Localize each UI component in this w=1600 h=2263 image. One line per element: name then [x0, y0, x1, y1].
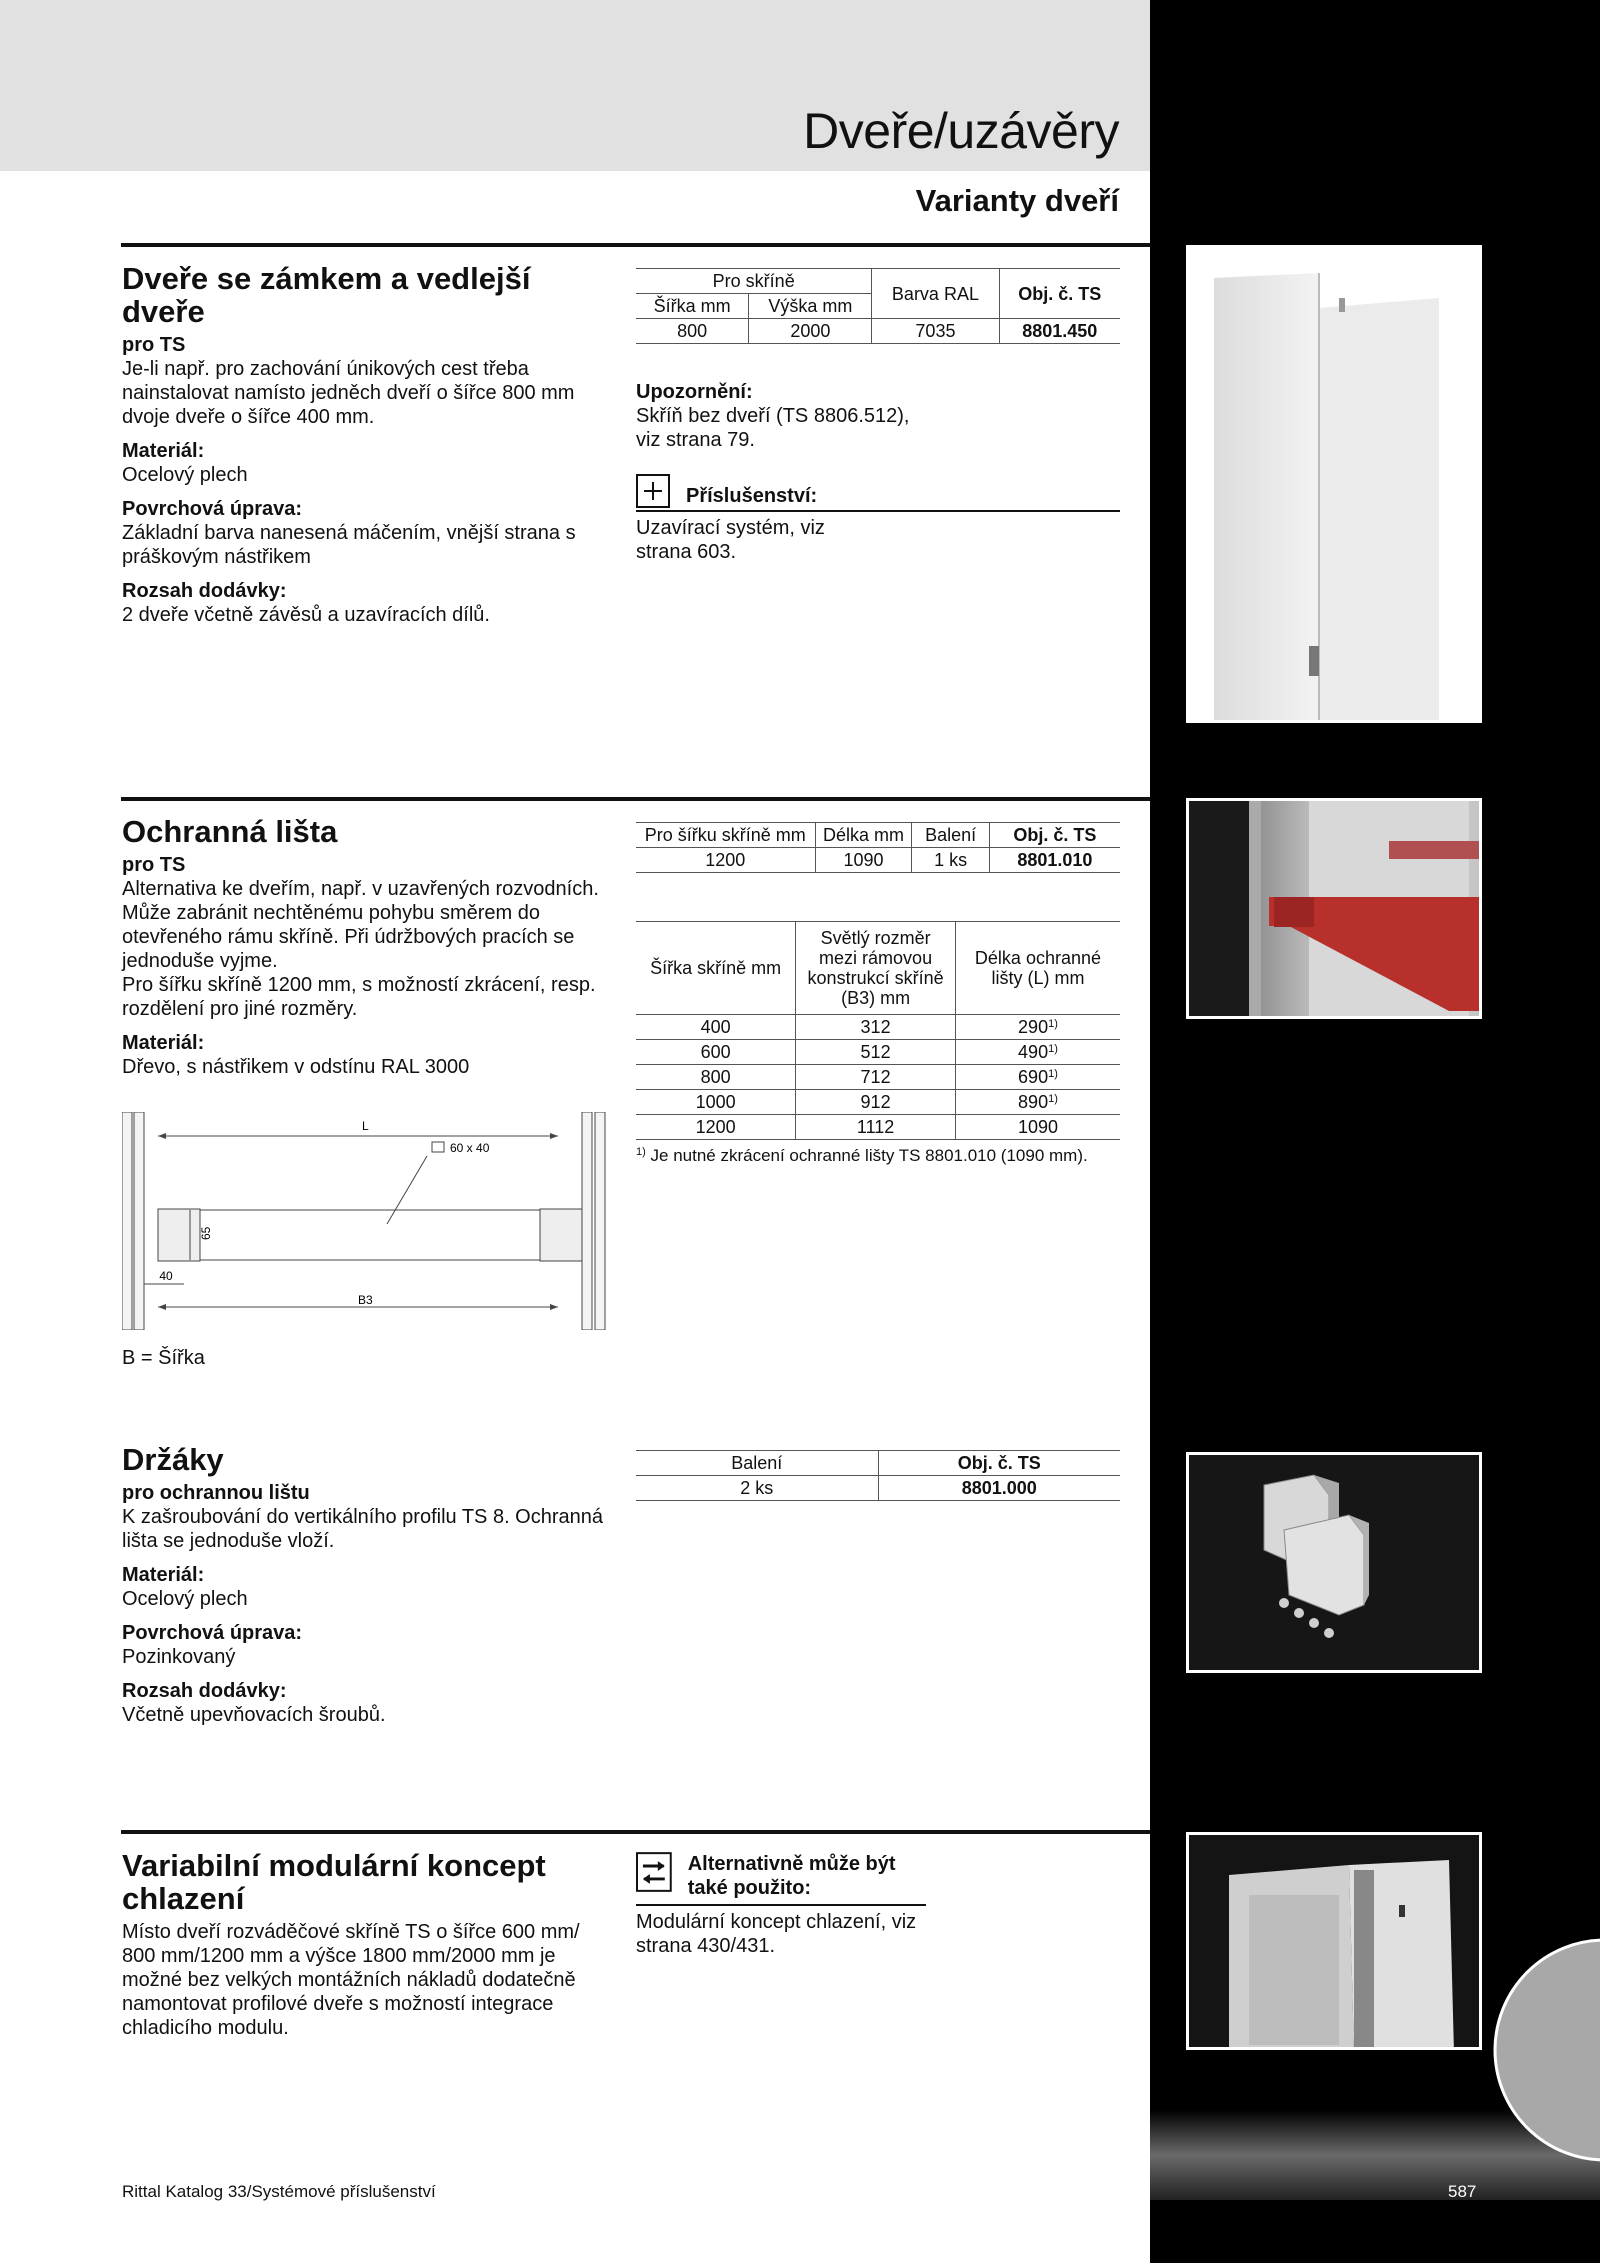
bar-heading: Ochranná lišta	[122, 814, 338, 849]
page-title: Dveře/uzávěry	[803, 103, 1119, 159]
footnote-mark: 1)	[636, 1146, 646, 1158]
table-cell	[955, 1115, 1120, 1140]
footnote-mark: 1)	[1048, 1093, 1058, 1105]
doors-heading: Dveře se zámkem a vedlejší dveře	[122, 261, 531, 329]
doors-sub: pro TS	[122, 334, 186, 356]
table-header: Balení	[912, 823, 989, 848]
holders-text	[122, 1443, 607, 1727]
dim-b3-label: B3	[358, 1293, 373, 1307]
section-rule	[121, 1830, 1150, 1834]
doors-spec	[636, 268, 1120, 564]
table-cell: 8801.000	[878, 1476, 1120, 1501]
accessories-heading	[636, 474, 1120, 512]
swap-arrows-icon	[636, 1852, 672, 1892]
table-header: Pro skříně	[636, 269, 872, 294]
table-cell	[955, 1090, 1120, 1115]
doors-delivery-label: Rozsah dodávky:	[122, 580, 287, 602]
table-row	[636, 1090, 1120, 1115]
table-cell: 400	[636, 1015, 796, 1040]
bar-table	[636, 822, 1120, 873]
table-cell: 2000	[749, 319, 872, 344]
table-row	[636, 319, 1120, 344]
doors-delivery: 2 dveře včetně závěsů a uzavíracích dílů.	[122, 604, 490, 626]
holders-photo	[1186, 1452, 1482, 1673]
table-cell: 1200	[636, 848, 815, 873]
doors-material: Ocelový plech	[122, 464, 248, 486]
table-cell	[955, 1015, 1120, 1040]
table-cell: 312	[796, 1015, 956, 1040]
doors-surface: Základní barva nanesená máčením, vnější strana s práškovým nástřikem	[122, 522, 576, 568]
doors-surface-label: Povrchová úprava:	[122, 498, 303, 520]
dim-profile-label: 60 x 40	[450, 1141, 490, 1155]
table-cell: 712	[796, 1065, 956, 1090]
bar-photo	[1186, 798, 1482, 1019]
footnote-mark: 1)	[1048, 1018, 1058, 1030]
page-number: 587	[1448, 2182, 1477, 2201]
footnote-text: Je nutné zkrácení ochranné lišty TS 8801.010 (1090 mm).	[650, 1146, 1088, 1165]
dim-h-label: 65	[199, 1226, 213, 1240]
holders-delivery-label: Rozsah dodávky:	[122, 1680, 287, 1702]
footnote-mark: 1)	[1048, 1068, 1058, 1080]
bar-size-table	[636, 921, 1120, 1140]
table-cell	[955, 1065, 1120, 1090]
table-cell: 1200	[636, 1115, 796, 1140]
holders-spec	[636, 1450, 1120, 1501]
doors-material-label: Materiál:	[122, 440, 205, 462]
doors-text	[122, 262, 607, 627]
table-row	[636, 1476, 1120, 1501]
doors-photo	[1186, 245, 1482, 723]
table-cell	[955, 1040, 1120, 1065]
alt-text: Modulární koncept chlazení, viz strana 430/431.	[636, 1911, 917, 1957]
table-cell: 1090	[815, 848, 912, 873]
doors-description: Je-li např. pro zachování únikových cest třeba nainstalovat namísto jedněch dveří o šířce 800 mm dvoje dveře o šířce 400 mm.	[122, 358, 575, 428]
table-cell: 800	[636, 319, 749, 344]
table-row	[636, 848, 1120, 873]
cell-value: 290	[1018, 1017, 1049, 1037]
bar-sub: pro TS	[122, 854, 186, 876]
table-cell: 8801.450	[999, 319, 1120, 344]
table-header: Obj. č. TS	[878, 1451, 1120, 1476]
dim-l-label: L	[362, 1119, 369, 1133]
table-cell: 800	[636, 1065, 796, 1090]
holders-material-label: Materiál:	[122, 1564, 205, 1586]
footnote-mark: 1)	[1048, 1043, 1058, 1055]
holders-sub: pro ochrannou lištu	[122, 1482, 310, 1504]
cooling-alt	[636, 1852, 1120, 1958]
bar-legend: B = Šířka	[122, 1347, 205, 1369]
holders-material: Ocelový plech	[122, 1588, 248, 1610]
table-cell: 1112	[796, 1115, 956, 1140]
table-row	[636, 1065, 1120, 1090]
table-cell: 512	[796, 1040, 956, 1065]
table-header: Světlý rozměr mezi rámovou konstrukcí skříně (B3) mm	[796, 922, 956, 1015]
bar-footnote	[636, 1144, 1120, 1168]
holders-surface: Pozinkovaný	[122, 1646, 236, 1668]
table-header: Balení	[636, 1451, 878, 1476]
holders-heading: Držáky	[122, 1442, 224, 1477]
table-header: Šířka skříně mm	[636, 922, 796, 1015]
cooling-description: Místo dveří rozváděčové skříně TS o šířce 600 mm/ 800 mm/1200 mm a výšce 1800 mm/2000 mm je možné bez velkých montážních nákladů dodatečně namontovat profilové dveře s možností integrace chladicího modulu.	[122, 1921, 580, 2039]
cell-value: 1090	[1017, 1117, 1058, 1137]
bar-dimension-drawing	[122, 1112, 608, 1330]
cooling-heading: Variabilní modulární koncept chlazení	[122, 1848, 546, 1916]
holders-table	[636, 1450, 1120, 1501]
holders-description: K zašroubování do vertikálního profilu TS 8. Ochranná lišta se jednoduše vloží.	[122, 1506, 604, 1552]
holders-delivery: Včetně upevňovacích šroubů.	[122, 1704, 386, 1726]
plus-icon	[636, 474, 670, 508]
cell-value: 690	[1018, 1067, 1049, 1087]
table-cell: 7035	[872, 319, 999, 344]
bar-material: Dřevo, s nástřikem v odstínu RAL 3000	[122, 1056, 470, 1078]
bar-text	[122, 815, 607, 1079]
bar-description-2: Pro šířku skříně 1200 mm, s možností zkrácení, resp. rozdělení pro jiné rozměry.	[122, 974, 596, 1020]
section-rule	[121, 243, 1150, 247]
section-rule	[121, 797, 1150, 801]
table-header: Délka ochranné lišty (L) mm	[955, 922, 1120, 1015]
table-header: Výška mm	[749, 294, 872, 319]
bar-spec	[636, 822, 1120, 1168]
holders-surface-label: Povrchová úprava:	[122, 1622, 303, 1644]
table-row	[636, 1040, 1120, 1065]
accessories-text: Uzavírací systém, viz strana 603.	[636, 517, 825, 563]
doors-note-label: Upozornění:	[636, 381, 753, 403]
table-cell: 1000	[636, 1090, 796, 1115]
cooling-photo	[1186, 1832, 1482, 2050]
doors-table	[636, 268, 1120, 344]
footer-catalog: Rittal Katalog 33/Systémové příslušenství	[122, 2182, 436, 2201]
table-cell: 600	[636, 1040, 796, 1065]
table-cell: 2 ks	[636, 1476, 878, 1501]
bar-material-label: Materiál:	[122, 1032, 205, 1054]
accessories-label: Příslušenství:	[686, 485, 818, 507]
bar-description: Alternativa ke dveřím, např. v uzavřených rozvodních. Může zabránit nechtěnému pohybu směrem do otevřeného rámu skříně. Při údržbových pracích se jednoduše vyjme.	[122, 878, 599, 972]
table-row	[636, 1115, 1120, 1140]
cell-value: 890	[1018, 1092, 1049, 1112]
table-header: Obj. č. TS	[999, 269, 1120, 319]
table-header: Obj. č. TS	[989, 823, 1120, 848]
table-header: Šířka mm	[636, 294, 749, 319]
table-cell: 8801.010	[989, 848, 1120, 873]
alt-label: Alternativně může být také použito:	[687, 1853, 896, 1899]
table-cell: 912	[796, 1090, 956, 1115]
cell-value: 490	[1018, 1042, 1049, 1062]
table-row	[636, 1015, 1120, 1040]
table-header: Pro šířku skříně mm	[636, 823, 815, 848]
table-cell: 1 ks	[912, 848, 989, 873]
table-header: Délka mm	[815, 823, 912, 848]
page-subtitle: Varianty dveří	[915, 183, 1119, 218]
cooling-text	[122, 1849, 607, 2040]
table-header: Barva RAL	[872, 269, 999, 319]
dim-w-label: 40	[159, 1269, 173, 1283]
doors-note: Skříň bez dveří (TS 8806.512), viz strana 79.	[636, 405, 910, 451]
